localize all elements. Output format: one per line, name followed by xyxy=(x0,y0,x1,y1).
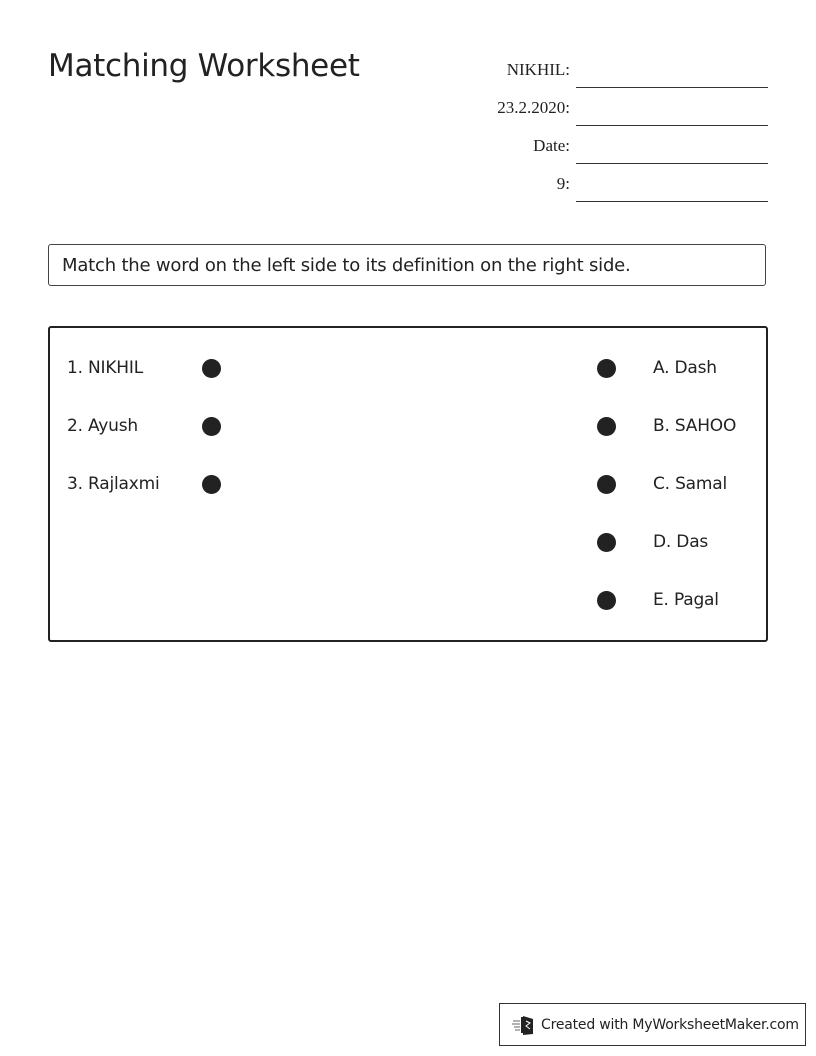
right-item-label: C. Samal xyxy=(653,474,727,494)
filled-circle-icon[interactable] xyxy=(202,417,221,436)
filled-circle-icon[interactable] xyxy=(597,591,616,610)
filled-circle-icon[interactable] xyxy=(202,359,221,378)
name-field-line[interactable] xyxy=(576,63,768,88)
left-item xyxy=(67,414,237,438)
filled-circle-icon[interactable] xyxy=(597,533,616,552)
right-item xyxy=(597,530,767,554)
right-item xyxy=(597,356,767,380)
field-row-4 xyxy=(470,164,768,202)
right-item xyxy=(597,472,767,496)
left-item xyxy=(67,472,237,496)
fourth-field-line[interactable] xyxy=(576,177,768,202)
field-row-2 xyxy=(470,88,768,126)
left-item-label: 1. NIKHIL xyxy=(67,358,143,378)
right-item xyxy=(597,414,767,438)
instructions-text: Match the word on the left side to its definition on the right side. xyxy=(62,254,631,276)
field-label: NIKHIL: xyxy=(506,60,570,79)
field-label: 9: xyxy=(556,174,570,193)
left-item-label: 2. Ayush xyxy=(67,416,138,436)
credit-text: Created with MyWorksheetMaker.com xyxy=(541,1016,799,1033)
date-field-line[interactable] xyxy=(576,139,768,164)
second-field-line[interactable] xyxy=(576,101,768,126)
instructions-box xyxy=(48,244,766,286)
right-item-label: D. Das xyxy=(653,532,709,552)
matching-area xyxy=(48,326,768,642)
filled-circle-icon[interactable] xyxy=(597,359,616,378)
right-item-label: E. Pagal xyxy=(653,590,719,610)
right-item-label: A. Dash xyxy=(653,358,717,378)
field-row-date xyxy=(470,126,768,164)
worksheet-maker-logo-icon xyxy=(512,1014,536,1036)
filled-circle-icon[interactable] xyxy=(597,475,616,494)
filled-circle-icon[interactable] xyxy=(202,475,221,494)
field-label: Date: xyxy=(533,136,570,155)
filled-circle-icon[interactable] xyxy=(597,417,616,436)
field-label: 23.2.2020: xyxy=(497,98,570,117)
field-row-name xyxy=(470,50,768,88)
left-item-label: 3. Rajlaxmi xyxy=(67,474,160,494)
right-item-label: B. SAHOO xyxy=(653,416,737,436)
right-item xyxy=(597,588,767,612)
header-fields xyxy=(470,50,768,202)
page-title: Matching Worksheet xyxy=(48,48,360,84)
credit-badge[interactable] xyxy=(499,1003,806,1046)
left-item xyxy=(67,356,237,380)
